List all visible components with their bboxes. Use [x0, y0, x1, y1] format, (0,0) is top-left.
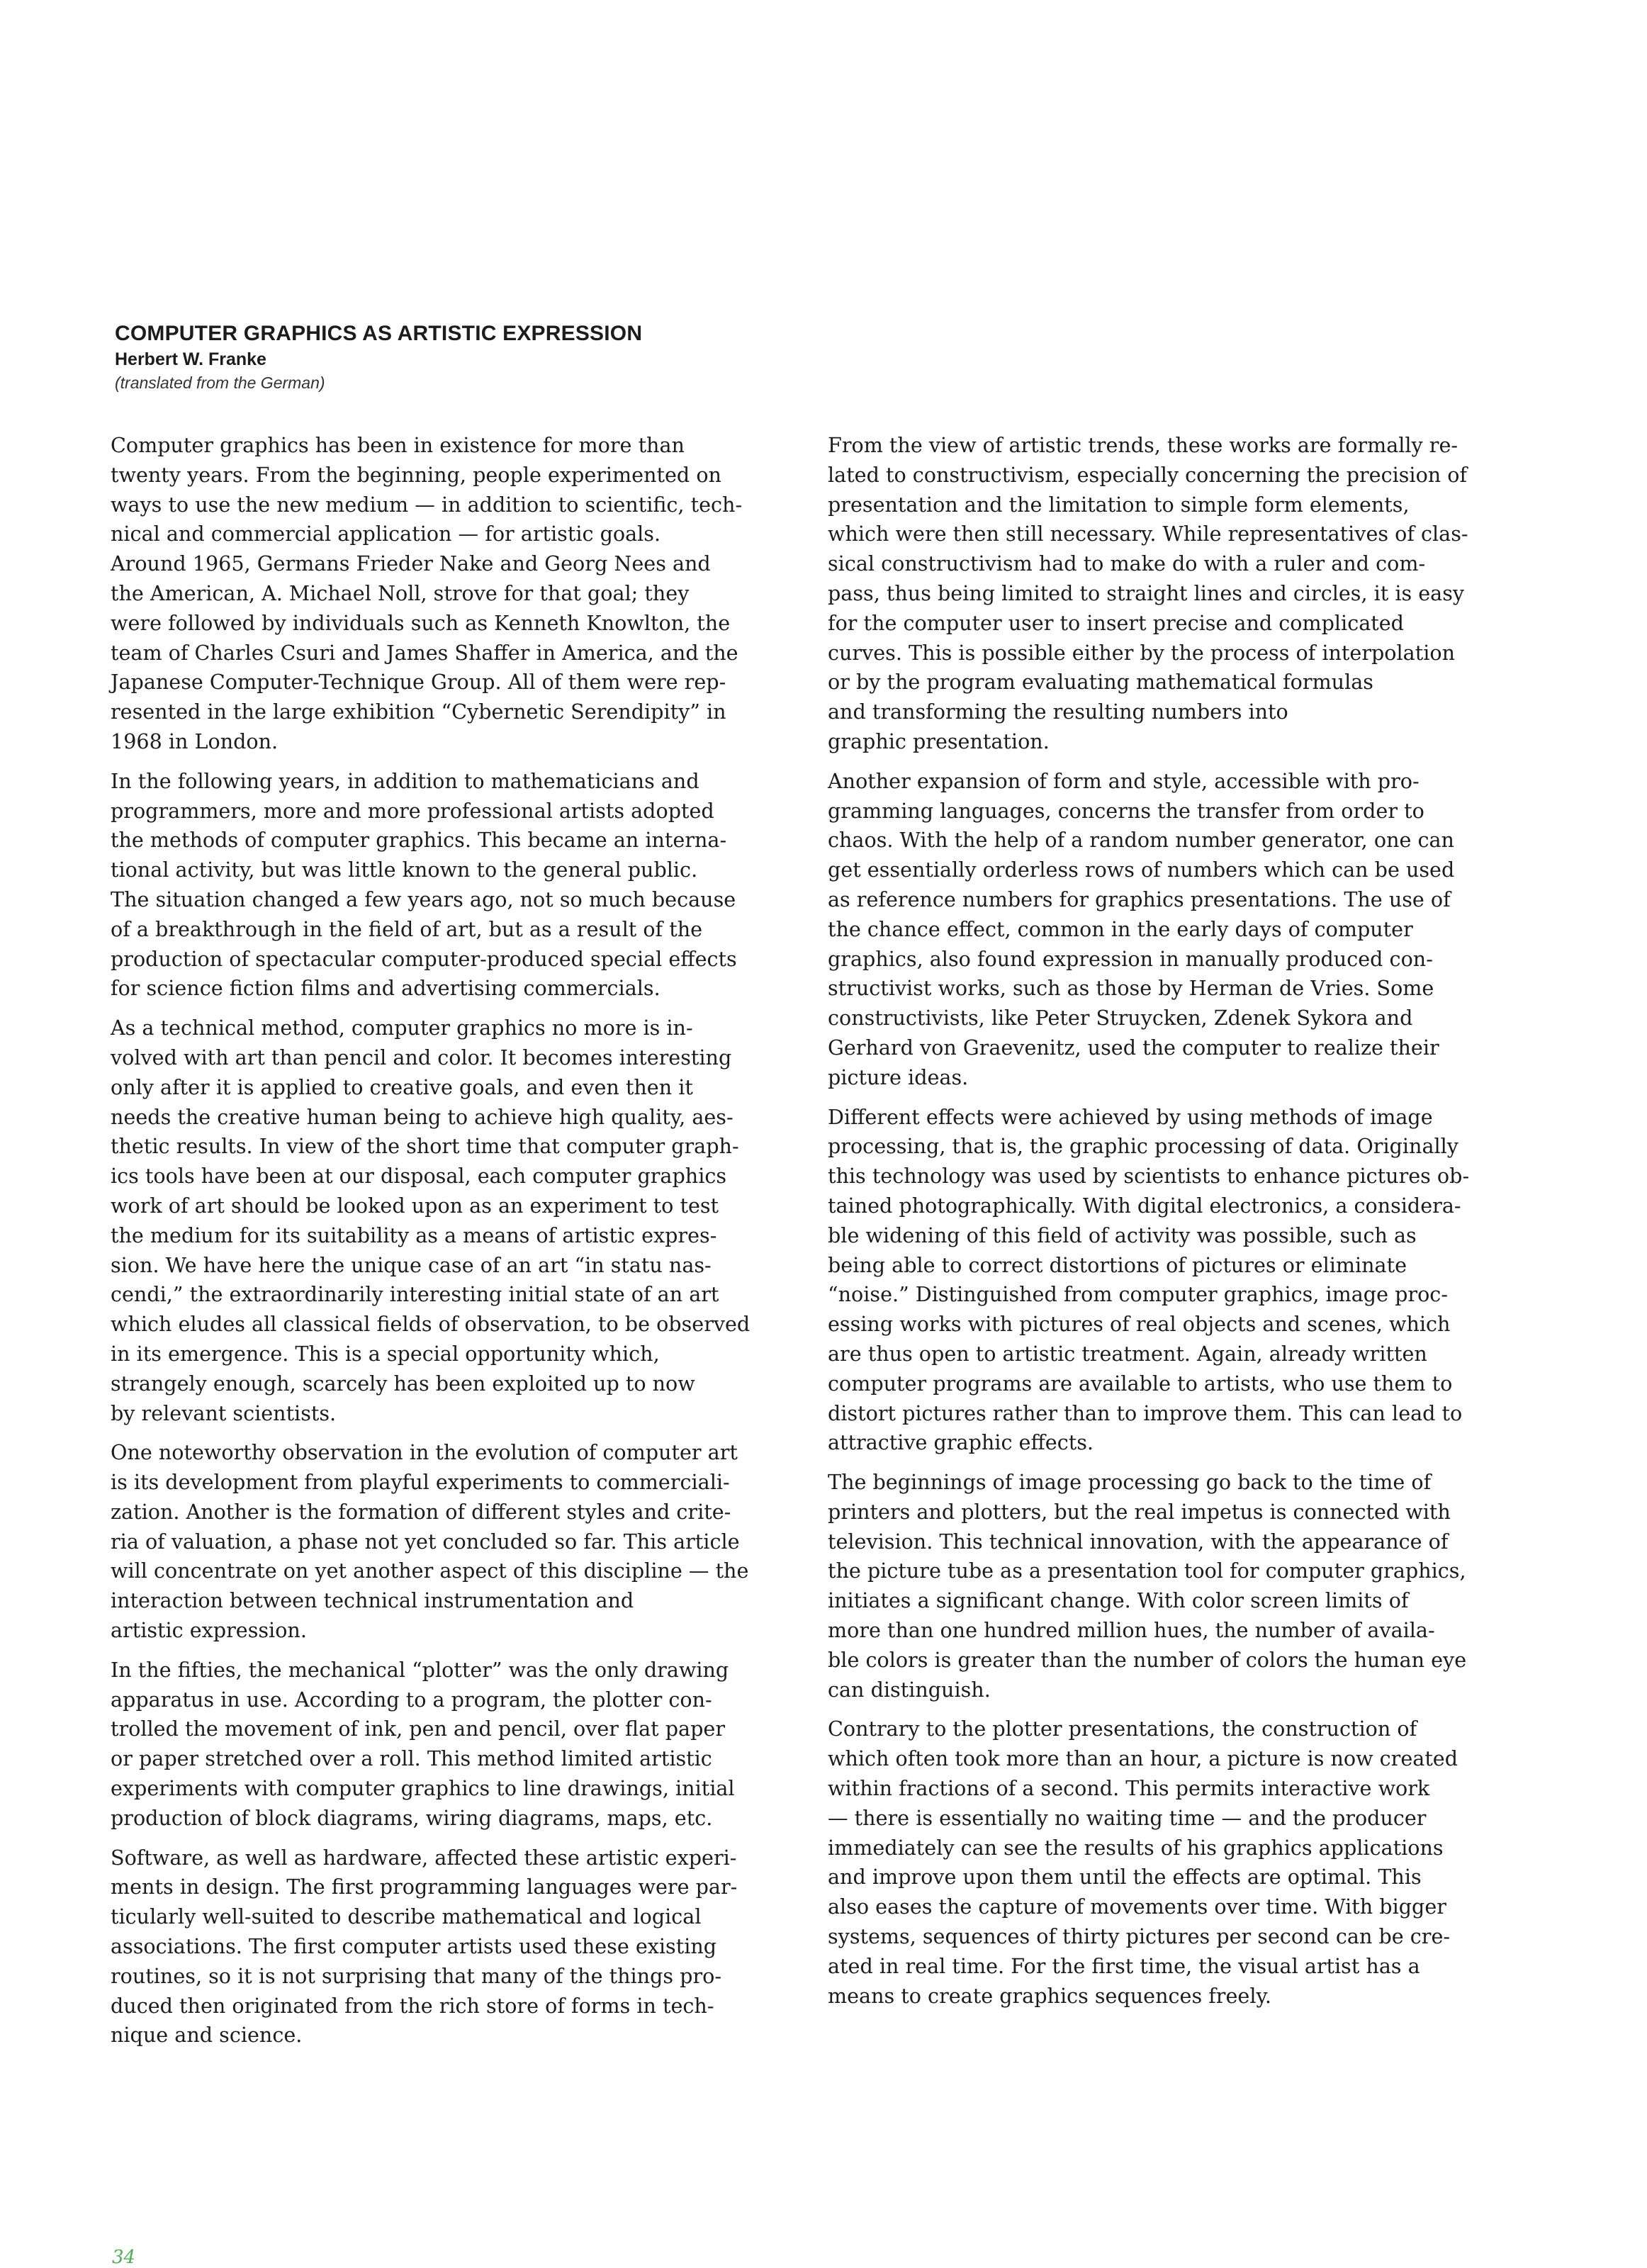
text-line: or by the program evaluating mathematical formulas — [828, 670, 1373, 695]
text-line: ated in real time. For the first time, the visual artist has a — [828, 1953, 1420, 1978]
paragraph — [111, 1438, 749, 1646]
text-line: programmers, more and more professional artists adopted — [111, 798, 714, 823]
text-line: this technology was used by scientists to enhance pictures ob- — [828, 1164, 1470, 1189]
text-line: thetic results. In view of the short time that computer graph- — [111, 1134, 739, 1159]
article-header — [115, 320, 824, 394]
text-line: From the view of artistic trends, these works are formally re- — [828, 433, 1458, 457]
text-line: chaos. With the help of a random number generator, one can — [828, 828, 1454, 853]
text-line: which often took more than an hour, a picture is now created — [828, 1746, 1458, 1771]
text-line: also eases the capture of movements over time. With bigger — [828, 1894, 1446, 1919]
text-line: associations. The first computer artists used these existing — [111, 1934, 717, 1959]
text-line: 1968 in London. — [111, 729, 279, 753]
text-line: the American, A. Michael Noll, strove for that goal; they — [111, 580, 690, 605]
text-line: — there is essentially no waiting time — and the producer — [828, 1805, 1427, 1830]
paragraph — [111, 1843, 738, 2051]
text-line: which eludes all classical fields of observation, to be observed — [111, 1312, 751, 1337]
text-line: One noteworthy observation in the evolution of computer art — [111, 1440, 738, 1465]
text-line: only after it is applied to creative goals, and even then it — [111, 1074, 693, 1099]
text-line: cendi,” the extraordinarily interesting initial state of an art — [111, 1282, 719, 1307]
text-line: the picture tube as a presentation tool for computer graphics, — [828, 1559, 1466, 1583]
text-line: Different effects were achieved by using methods of image — [828, 1104, 1433, 1129]
author-name: Herbert W. Franke — [115, 349, 266, 369]
text-line: strangely enough, scarcely has been exploited up to now — [111, 1371, 695, 1396]
text-line: gramming languages, concerns the transfer from order to — [828, 798, 1424, 823]
text-line: or paper stretched over a roll. This method limited artistic — [111, 1746, 712, 1771]
text-line: twenty years. From the beginning, people experimented on — [111, 462, 721, 487]
text-line: The beginnings of image processing go back to the time of — [828, 1470, 1432, 1495]
text-line: were followed by individuals such as Kenneth Knowlton, the — [111, 610, 731, 635]
text-line: means to create graphics sequences freely. — [828, 1983, 1271, 2008]
text-line: are thus open to artistic treatment. Again, already written — [828, 1341, 1427, 1366]
text-line: volved with art than pencil and color. It becomes interesting — [111, 1045, 732, 1070]
text-line: production of spectacular computer-produced special effects — [111, 946, 737, 971]
text-line: the chance effect, common in the early days of computer — [828, 916, 1413, 941]
text-line: picture ideas. — [828, 1065, 969, 1089]
text-line: Computer graphics has been in existence for more than — [111, 433, 685, 457]
text-line: experiments with computer graphics to line drawings, initial — [111, 1776, 735, 1801]
text-line: routines, so it is not surprising that many of the things pro- — [111, 1963, 721, 1988]
text-line: trolled the movement of ink, pen and pencil, over flat paper — [111, 1717, 725, 1741]
text-line: The situation changed a few years ago, not so much because — [111, 887, 736, 911]
text-line: Software, as well as hardware, affected these artistic experi- — [111, 1845, 737, 1870]
text-line: ble widening of this field of activity was possible, such as — [828, 1223, 1417, 1247]
text-line: for science fiction films and advertising commercials. — [111, 976, 661, 1001]
text-line: and transforming the resulting numbers into — [828, 700, 1288, 724]
paragraph — [111, 767, 737, 1004]
left-column — [111, 431, 751, 2060]
text-line: ticularly well-suited to describe mathematical and logical — [111, 1904, 702, 1929]
paragraph — [111, 431, 743, 757]
text-line: zation. Another is the formation of different styles and crite- — [111, 1499, 731, 1524]
text-line: lated to constructivism, especially concerning the precision of — [828, 462, 1468, 487]
right-column — [828, 431, 1470, 2021]
text-line: production of block diagrams, wiring diagrams, maps, etc. — [111, 1805, 713, 1830]
text-line: In the fifties, the mechanical “plotter” was the only drawing — [111, 1657, 729, 1682]
text-line: pass, thus being limited to straight lines and circles, it is easy — [828, 580, 1465, 605]
text-line: within fractions of a second. This permits interactive work — [828, 1776, 1430, 1801]
text-line: more than one hundred million hues, the number of availa- — [828, 1618, 1435, 1643]
text-line: structivist works, such as those by Herman de Vries. Some — [828, 976, 1434, 1001]
text-line: immediately can see the results of his graphics applications — [828, 1835, 1444, 1860]
text-line: initiates a significant change. With color screen limits of — [828, 1588, 1409, 1613]
text-line: “noise.” Distinguished from computer graphics, image proc- — [828, 1282, 1448, 1307]
text-line: tional activity, but was little known to the general public. — [111, 858, 698, 882]
text-line: ble colors is greater than the number of colors the human eye — [828, 1647, 1467, 1672]
text-line: graphic presentation. — [828, 729, 1050, 753]
text-line: sical constructivism had to make do with a ruler and com- — [828, 551, 1426, 576]
text-line: curves. This is possible either by the process of interpolation — [828, 640, 1455, 665]
text-line: the methods of computer graphics. This became an interna- — [111, 828, 727, 853]
article-title: COMPUTER GRAPHICS AS ARTISTIC EXPRESSION — [115, 322, 643, 345]
text-line: duced then originated from the rich store of forms in tech- — [111, 1993, 714, 2018]
paragraph — [828, 431, 1466, 757]
text-line: the medium for its suitability as a means of artistic expres- — [111, 1223, 717, 1247]
text-line: as reference numbers for graphics presentations. The use of — [828, 887, 1451, 911]
paragraph — [111, 1656, 734, 1834]
text-line: distort pictures rather than to improve them. This can lead to — [828, 1400, 1463, 1425]
text-line: for the computer user to insert precise and complicated — [828, 610, 1404, 635]
text-line: get essentially orderless rows of numbers which can be used — [828, 858, 1455, 882]
translation-note: (translated from the German) — [115, 374, 325, 392]
text-line: which were then still necessary. While representatives of clas- — [828, 522, 1468, 546]
text-line: Gerhard von Graevenitz, used the computer to realize their — [828, 1035, 1439, 1060]
text-line: sion. We have here the unique case of an art “in statu nas- — [111, 1252, 712, 1277]
text-line: needs the creative human being to achieve high quality, aes- — [111, 1104, 733, 1129]
text-line: processing, that is, the graphic processing of data. Originally — [828, 1134, 1458, 1159]
text-line: constructivists, like Peter Struycken, Zdenek Sykora and — [828, 1006, 1413, 1031]
text-line: tained photographically. With digital electronics, a considera- — [828, 1193, 1461, 1218]
text-line: computer programs are available to artists, who use them to — [828, 1371, 1453, 1396]
text-line: Another expansion of form and style, accessible with pro- — [828, 768, 1420, 793]
text-line: by relevant scientists. — [111, 1400, 337, 1425]
text-line: attractive graphic effects. — [828, 1430, 1094, 1455]
text-line: nical and commercial application — for artistic goals. — [111, 522, 661, 546]
paragraph — [828, 1103, 1470, 1459]
text-line: television. This technical innovation, with the appearance of — [828, 1529, 1449, 1554]
text-line: systems, sequences of thirty pictures per second can be cre- — [828, 1924, 1451, 1949]
page-number: 34 — [112, 2247, 136, 2268]
text-line: Contrary to the plotter presentations, the construction of — [828, 1717, 1417, 1741]
text-line: apparatus in use. According to a program, the plotter con- — [111, 1687, 712, 1712]
text-line: As a technical method, computer graphics no more is in- — [111, 1016, 693, 1040]
text-line: of a breakthrough in the field of art, but as a result of the — [111, 916, 703, 941]
text-line: ria of valuation, a phase not yet concluded so far. This article — [111, 1529, 740, 1554]
paragraph — [828, 767, 1466, 1093]
text-line: ways to use the new medium — in addition to scientific, tech- — [111, 492, 743, 517]
text-line: interaction between technical instrumentation and — [111, 1588, 634, 1613]
paragraph — [828, 1714, 1466, 2011]
text-line: nique and science. — [111, 2023, 303, 2048]
text-line: will concentrate on yet another aspect of this discipline — the — [111, 1559, 749, 1583]
text-line: work of art should be looked upon as an experiment to test — [111, 1193, 719, 1218]
text-line: being able to correct distortions of pictures or eliminate — [828, 1252, 1407, 1277]
text-line: ics tools have been at our disposal, each computer graphics — [111, 1164, 727, 1189]
text-line: is its development from playful experiments to commerciali- — [111, 1470, 730, 1495]
text-line: graphics, also found expression in manually produced con- — [828, 946, 1433, 971]
text-line: printers and plotters, but the real impetus is connected with — [828, 1499, 1451, 1524]
text-line: and improve upon them until the effects are optimal. This — [828, 1865, 1422, 1890]
text-line: Around 1965, Germans Frieder Nake and Georg Nees and — [111, 551, 711, 576]
text-line: in its emergence. This is a special opportunity which, — [111, 1341, 660, 1366]
text-line: team of Charles Csuri and James Shaffer in America, and the — [111, 640, 738, 665]
paragraph — [111, 1014, 751, 1428]
paragraph — [828, 1468, 1466, 1705]
text-line: In the following years, in addition to mathematicians and — [111, 768, 699, 793]
text-line: presentation and the limitation to simple form elements, — [828, 492, 1410, 517]
text-line: ments in design. The first programming languages were par- — [111, 1875, 738, 1899]
text-line: resented in the large exhibition “Cybernetic Serendipity” in — [111, 700, 726, 724]
text-line: artistic expression. — [111, 1618, 307, 1643]
text-line: can distinguish. — [828, 1677, 991, 1702]
text-line: essing works with pictures of real objects and scenes, which — [828, 1312, 1451, 1337]
text-line: Japanese Computer-Technique Group. All of them were rep- — [111, 670, 726, 695]
